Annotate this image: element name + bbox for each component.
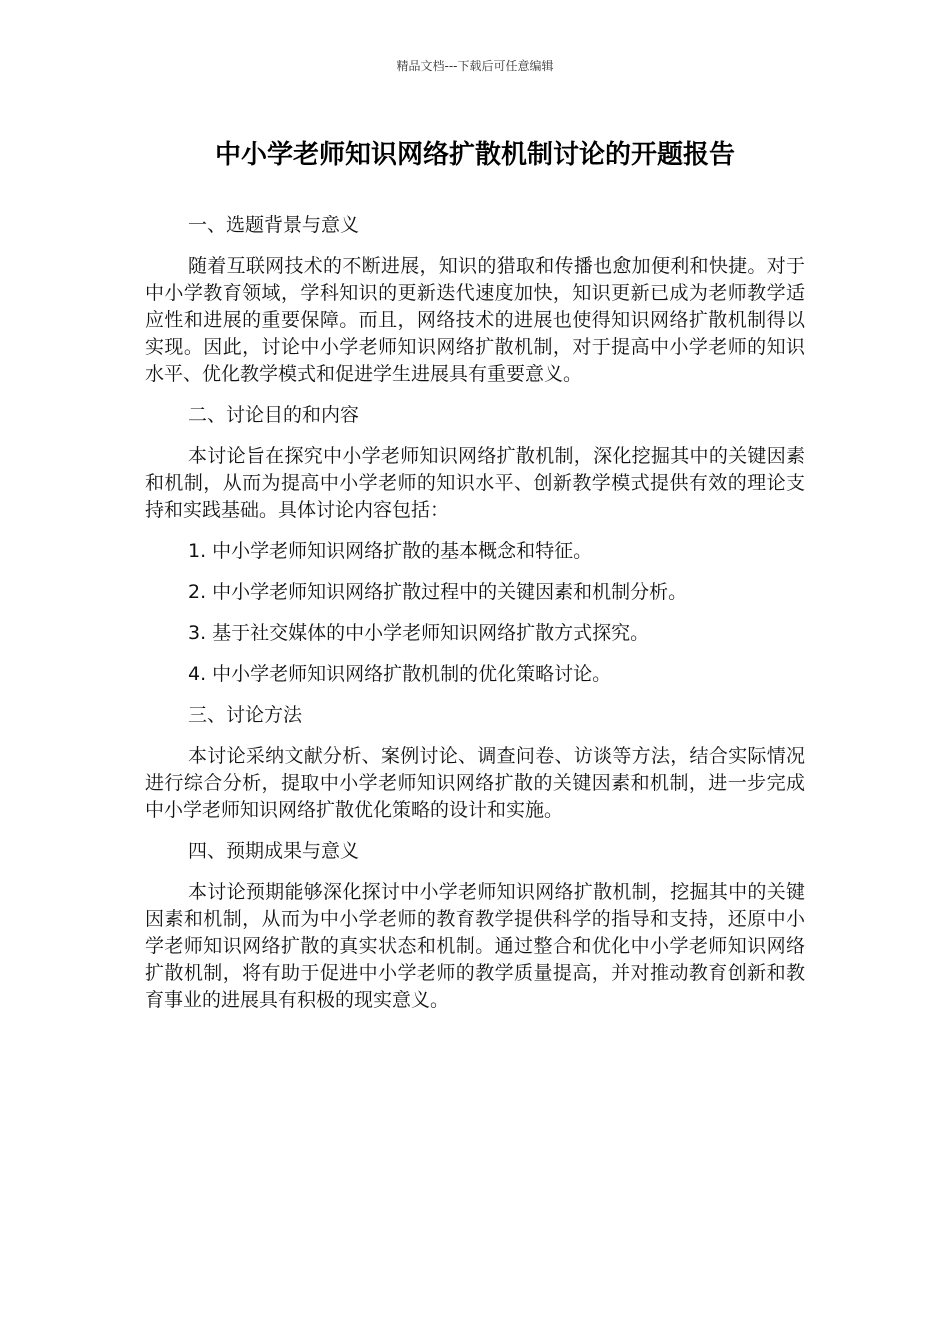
section-heading-background: 一、选题背景与意义 — [188, 214, 360, 236]
section-heading-outcomes: 四、预期成果与意义 — [188, 840, 360, 862]
section-paragraph-method: 本讨论采纳文献分析、案例讨论、调查问卷、访谈等方法，结合实际情况进行综合分析，提取中小学老师知识网络扩散的关键因素和机制，进一步完成中小学老师知识网络扩散优化策略的设计和实施。 — [145, 745, 805, 821]
section-heading-method: 三、讨论方法 — [188, 704, 303, 726]
section-paragraph-outcomes: 本讨论预期能够深化探讨中小学老师知识网络扩散机制，挖掘其中的关键因素和机制，从而为中小学老师的教育教学提供科学的指导和支持，还原中小学老师知识网络扩散的真实状态和机制。通过整合和优化中小学老师知识网络扩散机制，将有助于促进中小学老师的教学质量提高，并对推动教育创新和教育事业的进展具有积极的现实意义。 — [145, 881, 805, 1011]
list-item: 3. 基于社交媒体的中小学老师知识网络扩散方式探究。 — [188, 622, 650, 644]
list-item: 2. 中小学老师知识网络扩散过程中的关键因素和机制分析。 — [188, 581, 688, 603]
list-item: 1. 中小学老师知识网络扩散的基本概念和特征。 — [188, 540, 593, 562]
document-title: 中小学老师知识网络扩散机制讨论的开题报告 — [214, 140, 735, 170]
section-paragraph-purpose: 本讨论旨在探究中小学老师知识网络扩散机制，深化挖掘其中的关键因素和机制，从而为提高中小学老师的知识水平、创新教学模式提供有效的理论支持和实践基础。具体讨论内容包括： — [145, 445, 805, 521]
section-paragraph-background: 随着互联网技术的不断进展，知识的猎取和传播也愈加便利和快捷。对于中小学教育领域，学科知识的更新迭代速度加快，知识更新已成为老师教学适应性和进展的重要保障。而且，网络技术的进展也使得知识网络扩散机制得以实现。因此，讨论中小学老师知识网络扩散机制，对于提高中小学老师的知识水平、优化教学模式和促进学生进展具有重要意义。 — [145, 255, 805, 385]
document-body — [145, 212, 805, 1028]
page-header-note: 精品文档---下载后可任意编辑 — [396, 59, 554, 73]
list-item: 4. 中小学老师知识网络扩散机制的优化策略讨论。 — [188, 663, 612, 685]
section-heading-purpose: 二、讨论目的和内容 — [188, 404, 360, 426]
